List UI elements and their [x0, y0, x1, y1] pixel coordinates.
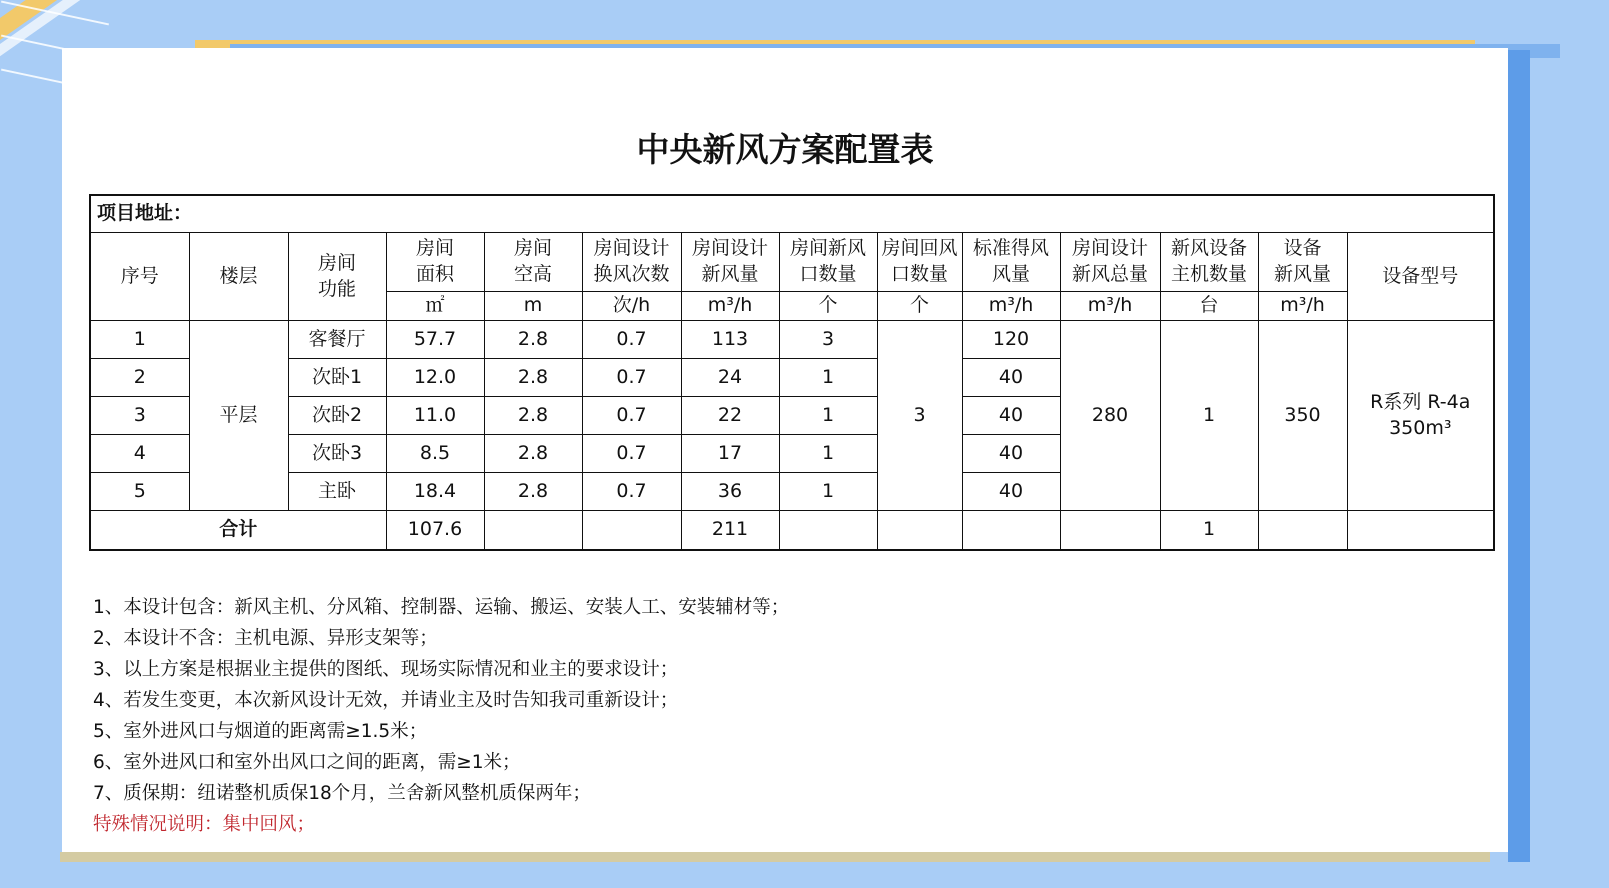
total-empty — [582, 511, 681, 551]
total-empty — [962, 511, 1060, 551]
cell-height: 2.8 — [484, 321, 582, 359]
config-table — [89, 194, 1495, 551]
note-item: 1、本设计包含：新风主机、分风箱、控制器、运输、搬运、安装人工、安装辅材等； — [93, 597, 790, 618]
total-empty — [877, 511, 962, 551]
cell-height: 2.8 — [484, 473, 582, 511]
cell-units: 1 — [1160, 321, 1258, 511]
header-area: 房间 面积 — [386, 233, 484, 292]
total-row — [90, 511, 1494, 551]
cell-standard-air: 40 — [962, 473, 1060, 511]
cell-floor: 平层 — [189, 321, 288, 511]
cell-seq: 4 — [90, 435, 189, 473]
cell-standard-air: 40 — [962, 397, 1060, 435]
cell-fresh-outlets: 3 — [779, 321, 877, 359]
unit-device-air: m³/h — [1258, 292, 1347, 321]
cell-ach: 0.7 — [582, 359, 681, 397]
note-item: 5、室外进风口与烟道的距离需≥1.5米； — [93, 721, 428, 742]
cell-seq: 3 — [90, 397, 189, 435]
header-total-air: 房间设计 新风总量 — [1060, 233, 1160, 292]
header-seq: 序号 — [90, 233, 189, 321]
total-units: 1 — [1160, 511, 1258, 551]
header-row — [90, 233, 1494, 292]
header-floor: 楼层 — [189, 233, 288, 321]
total-area: 107.6 — [386, 511, 484, 551]
cell-area: 8.5 — [386, 435, 484, 473]
cell-seq: 5 — [90, 473, 189, 511]
cell-height: 2.8 — [484, 359, 582, 397]
header-fresh-outlets: 房间新风 口数量 — [779, 233, 877, 292]
cell-fresh-outlets: 1 — [779, 435, 877, 473]
cell-fresh-outlets: 1 — [779, 473, 877, 511]
cell-function: 次卧3 — [288, 435, 386, 473]
cell-function: 主卧 — [288, 473, 386, 511]
cell-fresh-air: 22 — [681, 397, 779, 435]
unit-standard-air: m³/h — [962, 292, 1060, 321]
note-item: 3、以上方案是根据业主提供的图纸、现场实际情况和业主的要求设计； — [93, 659, 679, 680]
header-device-air: 设备 新风量 — [1258, 233, 1347, 292]
header-standard-air: 标准得风 风量 — [962, 233, 1060, 292]
unit-fresh-outlets: 个 — [779, 292, 877, 321]
total-empty — [484, 511, 582, 551]
unit-total-air: m³/h — [1060, 292, 1160, 321]
cell-standard-air: 40 — [962, 359, 1060, 397]
total-label: 合计 — [90, 511, 386, 551]
cell-fresh-air: 113 — [681, 321, 779, 359]
note-item: 2、本设计不含：主机电源、异形支架等； — [93, 628, 438, 649]
cell-ach: 0.7 — [582, 435, 681, 473]
cell-seq: 1 — [90, 321, 189, 359]
unit-fresh-air: m³/h — [681, 292, 779, 321]
cell-fresh-air: 36 — [681, 473, 779, 511]
cell-ach: 0.7 — [582, 397, 681, 435]
cell-return-outlets: 3 — [877, 321, 962, 511]
header-height: 房间 空高 — [484, 233, 582, 292]
header-fresh-air: 房间设计 新风量 — [681, 233, 779, 292]
total-empty — [1258, 511, 1347, 551]
cell-function: 次卧2 — [288, 397, 386, 435]
note-item: 6、室外进风口和室外出风口之间的距离，需≥1米； — [93, 752, 521, 773]
unit-units: 台 — [1160, 292, 1258, 321]
document-page — [62, 48, 1508, 852]
cell-function: 次卧1 — [288, 359, 386, 397]
unit-return-outlets: 个 — [877, 292, 962, 321]
cell-area: 12.0 — [386, 359, 484, 397]
total-empty — [1347, 511, 1494, 551]
table-row — [90, 321, 1494, 359]
header-model: 设备型号 — [1347, 233, 1494, 321]
cell-device-air: 350 — [1258, 321, 1347, 511]
header-units: 新风设备 主机数量 — [1160, 233, 1258, 292]
header-return-outlets: 房间回风 口数量 — [877, 233, 962, 292]
total-empty — [1060, 511, 1160, 551]
cell-ach: 0.7 — [582, 473, 681, 511]
cell-height: 2.8 — [484, 397, 582, 435]
cell-area: 18.4 — [386, 473, 484, 511]
unit-area: ㎡ — [386, 292, 484, 321]
project-address-label: 项目地址： — [90, 195, 1494, 233]
unit-height: m — [484, 292, 582, 321]
cell-standard-air: 120 — [962, 321, 1060, 359]
total-empty — [779, 511, 877, 551]
cell-fresh-outlets: 1 — [779, 359, 877, 397]
unit-ach: 次/h — [582, 292, 681, 321]
cell-model: R系列 R-4a 350m³ — [1347, 321, 1494, 511]
page-title: 中央新风方案配置表 — [636, 130, 934, 169]
decor-bottom-bar — [60, 852, 1490, 862]
decor-right-bar — [1508, 50, 1530, 862]
cell-fresh-air: 17 — [681, 435, 779, 473]
total-fresh-air: 211 — [681, 511, 779, 551]
note-item: 7、质保期：纽诺整机质保18个月，兰舍新风整机质保两年； — [93, 783, 591, 804]
cell-area: 57.7 — [386, 321, 484, 359]
notes-list — [93, 592, 789, 840]
cell-seq: 2 — [90, 359, 189, 397]
special-note: 特殊情况说明：集中回风； — [93, 814, 316, 835]
cell-area: 11.0 — [386, 397, 484, 435]
header-ach: 房间设计 换风次数 — [582, 233, 681, 292]
cell-fresh-outlets: 1 — [779, 397, 877, 435]
cell-ach: 0.7 — [582, 321, 681, 359]
cell-function: 客餐厅 — [288, 321, 386, 359]
note-item: 4、若发生变更，本次新风设计无效，并请业主及时告知我司重新设计； — [93, 690, 679, 711]
header-function: 房间 功能 — [288, 233, 386, 321]
cell-standard-air: 40 — [962, 435, 1060, 473]
cell-height: 2.8 — [484, 435, 582, 473]
cell-total-air: 280 — [1060, 321, 1160, 511]
cell-fresh-air: 24 — [681, 359, 779, 397]
